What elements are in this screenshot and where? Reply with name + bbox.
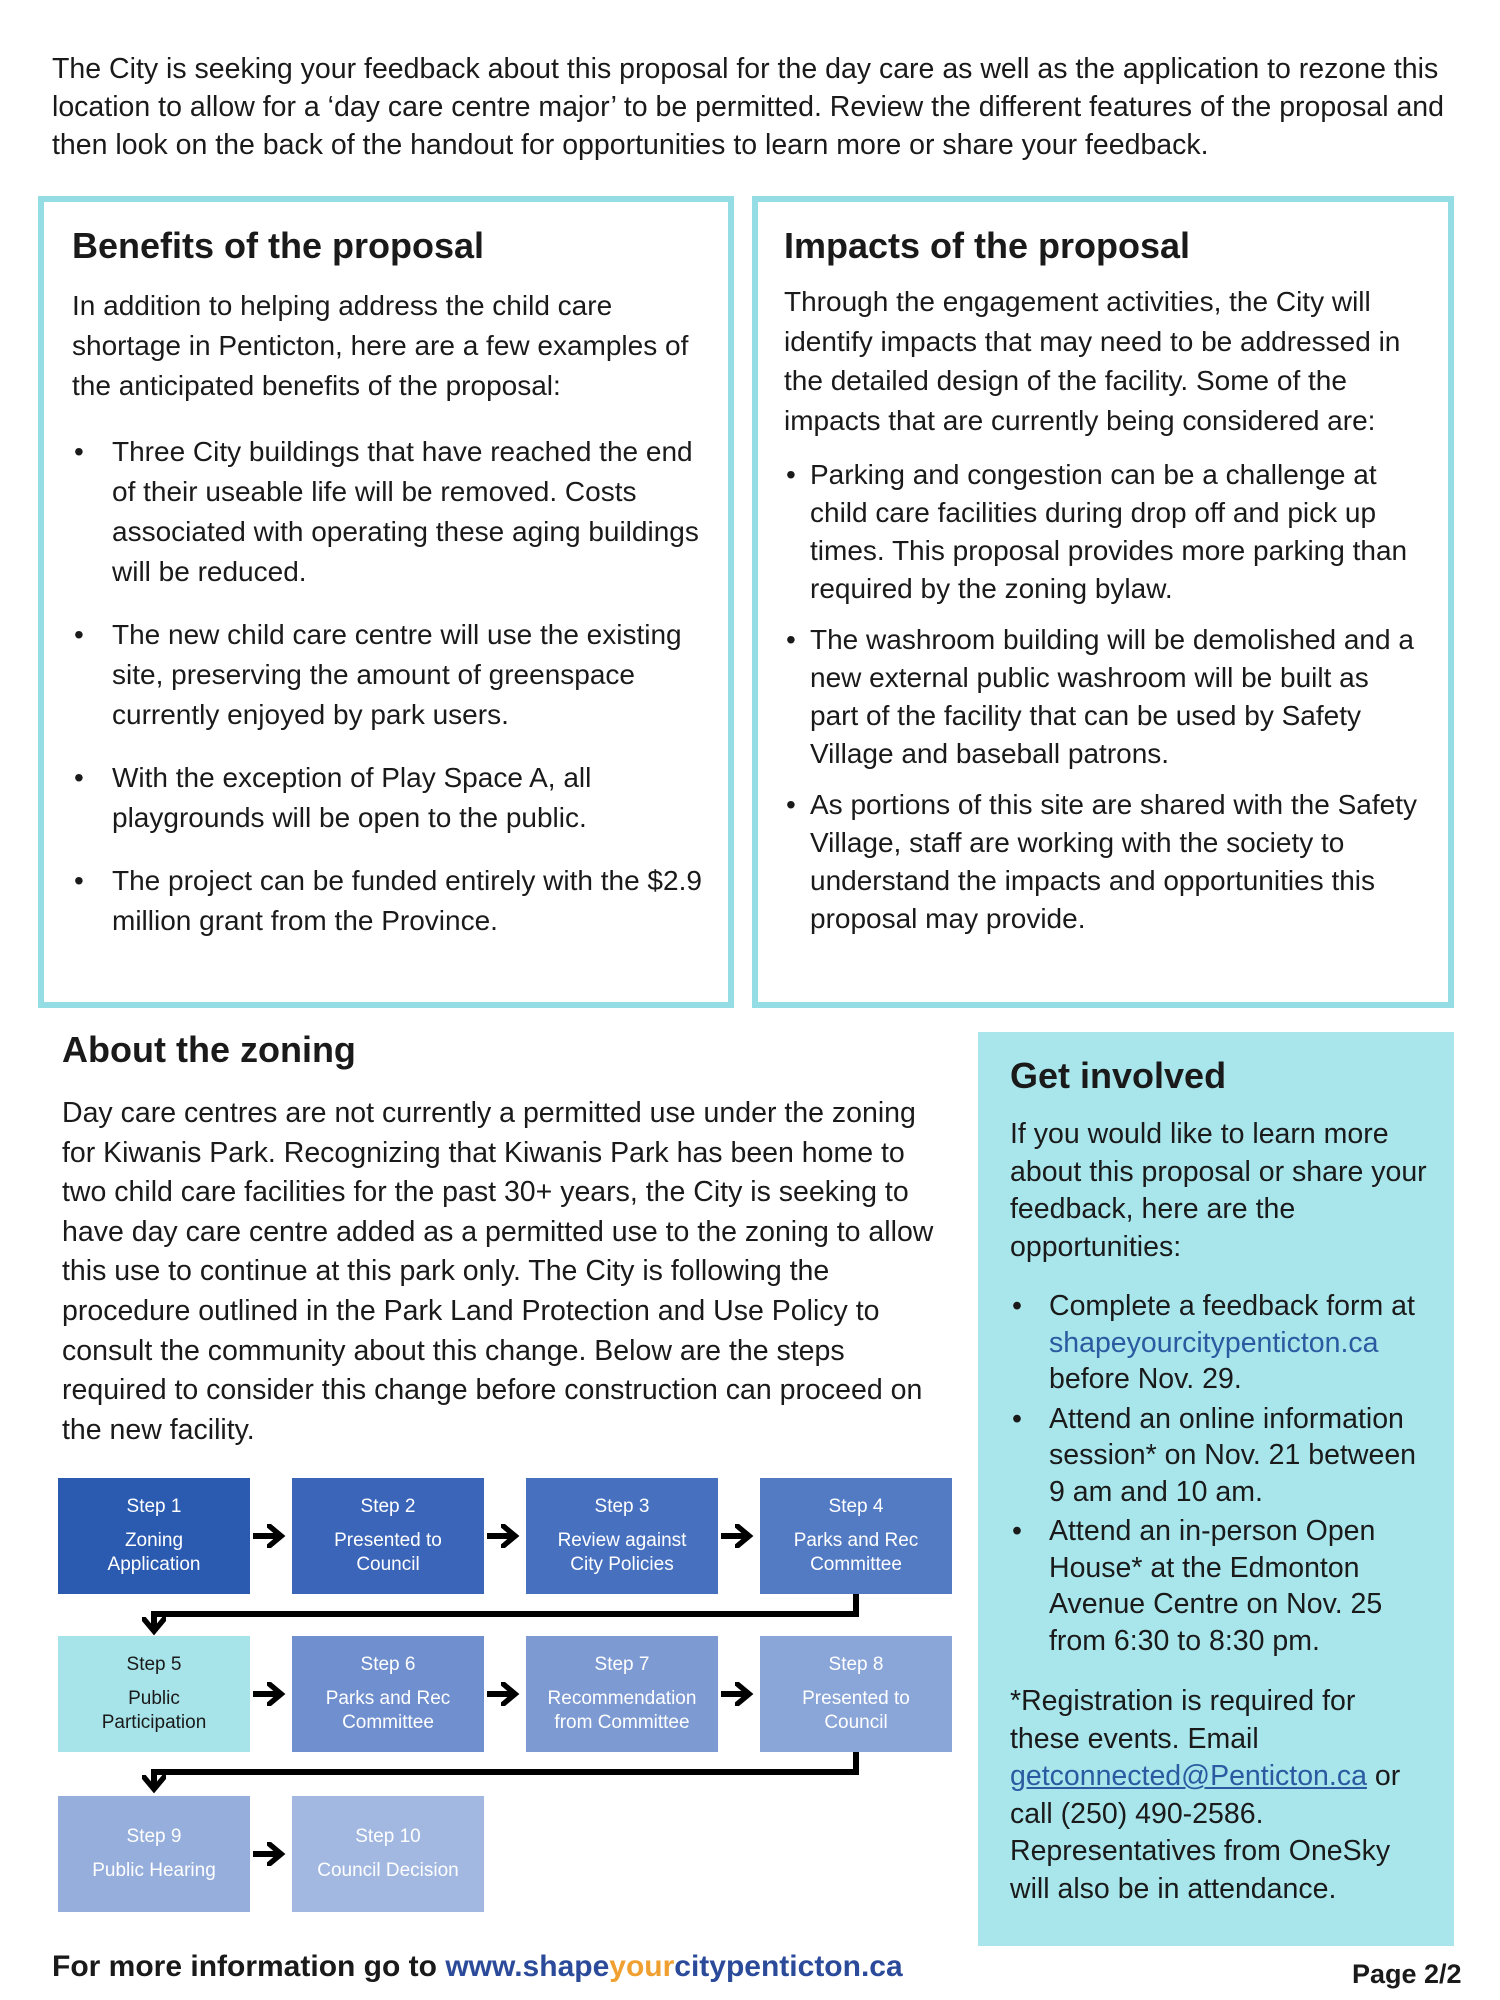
benefits-item: • The new child care centre will use the existing site, preserving the amount of greenspace currently enjoyed by park users. bbox=[72, 615, 704, 735]
get-involved-item bbox=[1010, 1288, 1428, 1398]
step-7-box bbox=[526, 1636, 718, 1752]
benefits-item: • With the exception of Play Space A, all playgrounds will be open to the public. bbox=[72, 758, 704, 838]
process-flowchart bbox=[58, 1478, 958, 1918]
registration-note-contact: or call (250) 490-2586. Representatives from OneSky will also be in attendance. bbox=[1010, 1760, 1401, 1905]
get-involved-item: • Attend an online information session* on Nov. 21 between 9 am and 10 am. bbox=[1010, 1401, 1428, 1511]
feedback-form-deadline: before Nov. 29. bbox=[1049, 1363, 1242, 1395]
step-label: Presented to Council bbox=[334, 1530, 442, 1575]
benefits-item: • Three City buildings that have reached the end of their useable life will be removed. Costs associated with operating these aging buildings will be reduced. bbox=[72, 432, 704, 592]
step-label: Review against City Policies bbox=[557, 1530, 687, 1575]
step-10-box bbox=[292, 1796, 484, 1912]
step-2-box bbox=[292, 1478, 484, 1594]
footer-url-accent: your bbox=[609, 1950, 675, 1983]
impacts-item: • As portions of this site are shared with the Safety Village, staff are working with the society to understand the impacts and opportunities this proposal may provide. bbox=[784, 786, 1422, 938]
footer-prefix: For more information go to bbox=[52, 1950, 437, 1983]
email-link[interactable]: getconnected@Penticton.ca bbox=[1010, 1760, 1367, 1792]
get-involved-item: • Attend an in-person Open House* at the Edmonton Avenue Centre on Nov. 25 from 6:30 to 8:30 pm. bbox=[1010, 1513, 1428, 1659]
impacts-intro: Through the engagement activities, the City will identify impacts that may need to be addressed in the detailed design of the facility. Some of the impacts that are currently being considered are: bbox=[784, 286, 1401, 436]
get-involved-title: Get involved bbox=[1010, 1055, 1227, 1096]
footer-url-part: www.shape bbox=[445, 1950, 610, 1983]
step-label: Presented to Council bbox=[802, 1688, 910, 1733]
feedback-form-text: Complete a feedback form at bbox=[1049, 1290, 1415, 1322]
step-8-box bbox=[760, 1636, 952, 1752]
impacts-item: • Parking and congestion can be a challenge at child care facilities during drop off and pick up times. This proposal provides more parking than required by the zoning bylaw. bbox=[784, 456, 1422, 608]
intro-paragraph: The City is seeking your feedback about this proposal for the day care as well as the application to rezone this location to allow for a ‘day care centre major’ to be permitted. Review the different features of the proposal and then look on the back of the handout for opportunities to learn more or share your feedback. bbox=[52, 53, 1444, 161]
arrow-8-9 bbox=[154, 1752, 856, 1788]
page-number: Page 2/2 bbox=[1352, 1959, 1462, 1989]
impacts-box bbox=[752, 196, 1454, 1008]
step-label: Public Hearing bbox=[92, 1860, 216, 1881]
step-number: Step 7 bbox=[594, 1654, 650, 1675]
benefits-list bbox=[72, 432, 704, 941]
step-4-box bbox=[760, 1478, 952, 1594]
step-label: Recommendation from Committee bbox=[547, 1688, 697, 1733]
step-number: Step 4 bbox=[828, 1496, 884, 1517]
step-3-box bbox=[526, 1478, 718, 1594]
step-6-box bbox=[292, 1636, 484, 1752]
step-label: Parks and Rec Committee bbox=[325, 1688, 451, 1733]
benefits-intro: In addition to helping address the child care shortage in Penticton, here are a few examples of the anticipated benefits of the proposal: bbox=[72, 290, 689, 401]
benefits-item: • The project can be funded entirely with the $2.9 million grant from the Province. bbox=[72, 861, 704, 941]
zoning-section bbox=[62, 1028, 952, 1450]
get-involved-list bbox=[1010, 1288, 1428, 1659]
step-label: Zoning Application bbox=[107, 1530, 201, 1575]
feedback-form-link[interactable]: shapeyourcitypenticton.ca bbox=[1049, 1326, 1379, 1359]
arrow-4-5 bbox=[154, 1594, 856, 1630]
impacts-list bbox=[784, 456, 1422, 938]
registration-note-text: *Registration is required for these events. Email bbox=[1010, 1685, 1356, 1755]
step-label: Public Participation bbox=[101, 1688, 207, 1733]
footer-url[interactable] bbox=[445, 1950, 902, 1983]
step-number: Step 1 bbox=[126, 1496, 182, 1517]
step-number: Step 6 bbox=[360, 1654, 416, 1675]
get-involved-intro: If you would like to learn more about this proposal or share your feedback, here are the opportunities: bbox=[1010, 1118, 1427, 1263]
step-label: Council Decision bbox=[317, 1860, 459, 1881]
step-number: Step 8 bbox=[828, 1654, 884, 1675]
step-number: Step 9 bbox=[126, 1826, 182, 1847]
step-number: Step 5 bbox=[126, 1654, 182, 1675]
step-number: Step 10 bbox=[355, 1826, 421, 1847]
step-number: Step 3 bbox=[594, 1496, 650, 1517]
zoning-body: Day care centres are not currently a permitted use under the zoning for Kiwanis Park. Recognizing that Kiwanis Park has been home to two child care facilities for the past 30+ years, the City is seeking to have day care centre added as a permitted use to the zoning to allow this use to continue at this park only. The City is following the procedure outlined in the Park Land Protection and Use Policy to consult the community about this change. Below are the steps required to consider this change before construction can proceed on the new facility. bbox=[62, 1097, 934, 1446]
footer-url-part: citypenticton.ca bbox=[674, 1950, 903, 1983]
step-number: Step 2 bbox=[360, 1496, 416, 1517]
footer-info bbox=[52, 1947, 903, 1987]
step-label: Parks and Rec Committee bbox=[793, 1530, 919, 1575]
impacts-title: Impacts of the proposal bbox=[784, 225, 1191, 266]
benefits-title: Benefits of the proposal bbox=[72, 225, 485, 266]
get-involved-box bbox=[978, 1032, 1454, 1946]
step-5-box bbox=[58, 1636, 250, 1752]
impacts-item: • The washroom building will be demolished and a new external public washroom will be built as part of the facility that can be used by Safety Village and baseball patrons. bbox=[784, 621, 1422, 773]
step-9-box bbox=[58, 1796, 250, 1912]
zoning-title: About the zoning bbox=[62, 1029, 356, 1070]
benefits-box bbox=[38, 196, 734, 1008]
step-1-box bbox=[58, 1478, 250, 1594]
registration-note bbox=[1010, 1683, 1428, 1908]
